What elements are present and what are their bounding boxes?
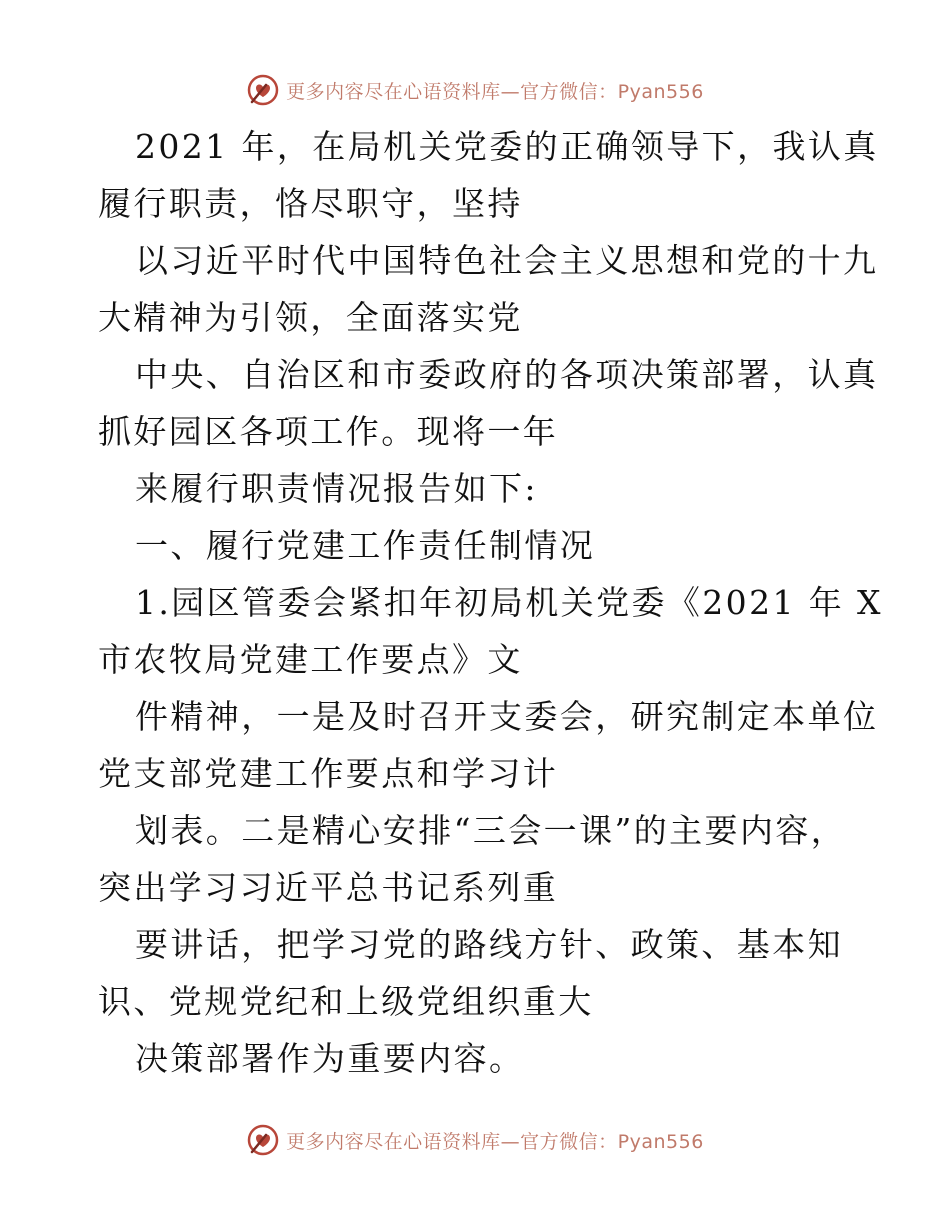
paragraph: 来履行职责情况报告如下:: [135, 469, 538, 508]
header-banner: [0, 72, 950, 108]
heart-pen-logo-icon: [246, 73, 280, 107]
paragraph: 划表。二是精心安排“三会一课”的主要内容， 突出学习习近平总书记系列重: [98, 811, 847, 907]
paragraph: 决策部署作为重要内容。: [135, 1039, 525, 1078]
paragraph: 2021 年，在局机关党委的正确领导下，我认真 履行职责，恪尽职守，坚持: [98, 127, 879, 223]
paragraph: 1.园区管委会紧扣年初局机关党委《2021 年 X 市农牧局党建工作要点》文: [98, 583, 883, 679]
document-body: [98, 118, 883, 1087]
paragraph: 要讲话，把学习党的路线方针、政策、基本知 识、党规党纪和上级党组织重大: [98, 925, 843, 1021]
paragraph: 件精神，一是及时召开支委会，研究制定本单位 党支部党建工作要点和学习计: [98, 697, 879, 793]
paragraph: 中央、自治区和市委政府的各项决策部署，认真 抓好园区各项工作。现将一年: [98, 355, 879, 451]
banner-text: 更多内容尽在心语资料库—官方微信：Pyan556: [286, 1130, 704, 1153]
section-heading: 一、履行党建工作责任制情况: [135, 526, 596, 565]
footer-banner: [0, 1122, 950, 1158]
heart-pen-logo-icon: [246, 1123, 280, 1157]
banner-text: 更多内容尽在心语资料库—官方微信：Pyan556: [286, 80, 704, 103]
paragraph: 以习近平时代中国特色社会主义思想和党的十九 大精神为引领，全面落实党: [98, 241, 879, 337]
